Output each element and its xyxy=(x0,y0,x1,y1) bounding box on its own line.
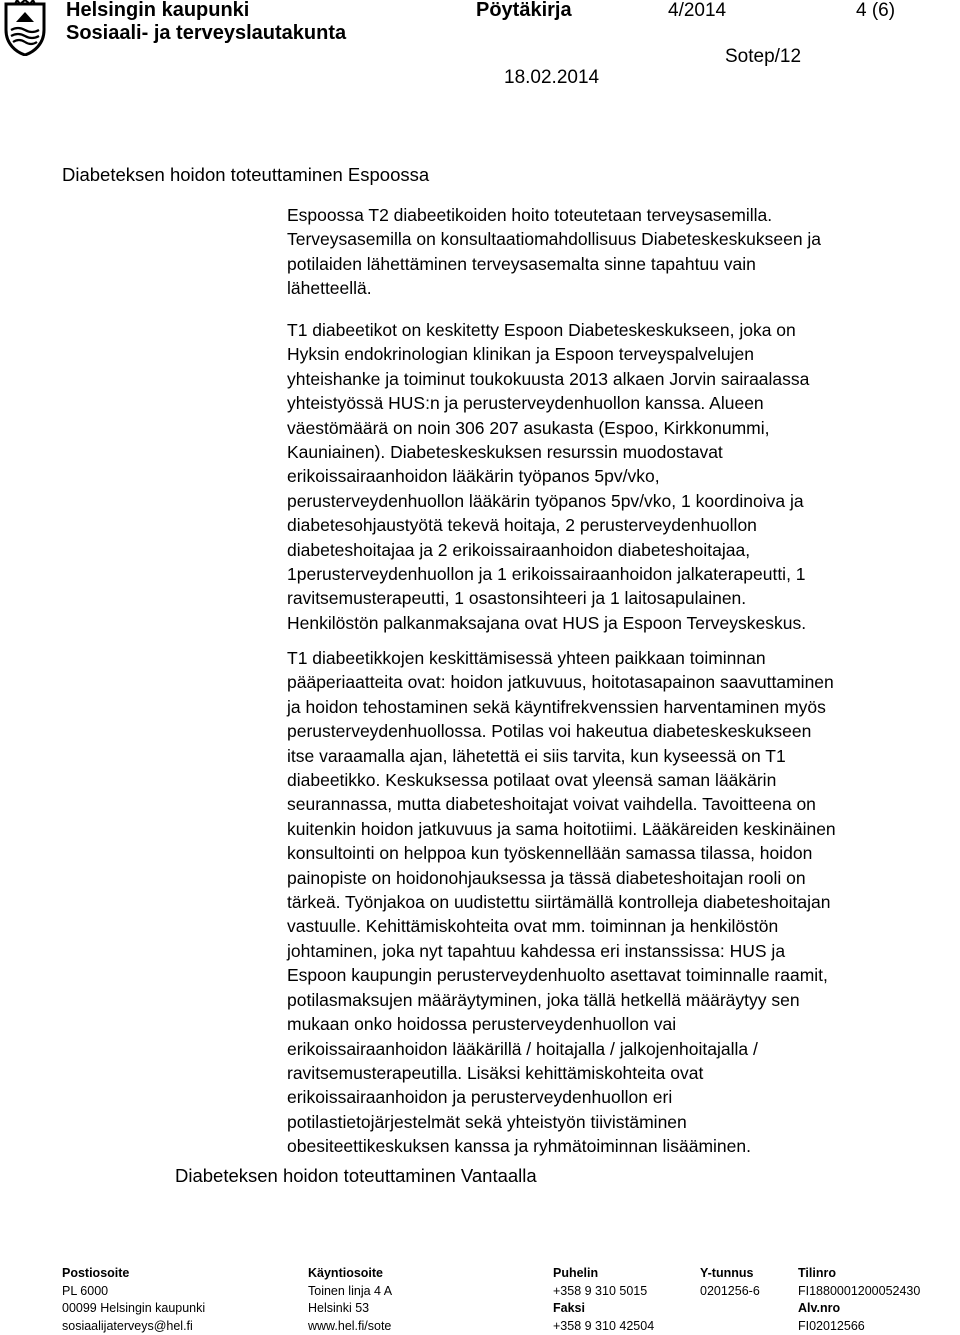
text-line: konsultointi on helppoa kun työskennellään samassa tilassa, hoidon xyxy=(287,841,949,865)
footer-value: +358 9 310 42504 xyxy=(553,1318,654,1335)
text-line: Hyksin endokrinologian klinikan ja Espoon terveyspalvelujen xyxy=(287,342,949,366)
footer-postiosoite xyxy=(62,1265,205,1335)
footer-value: +358 9 310 5015 xyxy=(553,1283,654,1301)
footer-value: 00099 Helsingin kaupunki xyxy=(62,1300,205,1318)
text-line: johtaminen, joka nyt tapahtuu kahdessa eri instanssissa: HUS ja xyxy=(287,939,949,963)
text-line: ravitsemusterapeutilla. Lisäksi kehittämiskohteita ovat xyxy=(287,1061,949,1085)
section-id: Sotep/12 xyxy=(725,46,801,68)
footer-value: Toinen linja 4 A xyxy=(308,1283,392,1301)
text-line: ja hoidon tehostaminen sekä käyntifrekvenssien harventaminen myös xyxy=(287,695,949,719)
footer-label: Postiosoite xyxy=(62,1265,205,1283)
text-line: Espoossa T2 diabeetikoiden hoito toteutetaan terveysasemilla. xyxy=(287,203,949,227)
footer-value: PL 6000 xyxy=(62,1283,205,1301)
text-line: tärkeä. Työnjakoa on uudistettu siirtämällä kontrolleja diabeteshoitajan xyxy=(287,890,949,914)
text-line: Espoon kaupungin perusterveydenhuolto asettavat toiminnalle raamit, xyxy=(287,963,949,987)
text-line: diabeetikko. Keskuksessa potilaat ovat yleensä saman lääkärin xyxy=(287,768,949,792)
org-name: Helsingin kaupunki xyxy=(66,0,249,22)
text-line: erikoissairaanhoidon lääkärillä / hoitajalla / jalkojenhoitajalla / xyxy=(287,1037,949,1061)
text-line: erikoissairaanhoidon lääkärin työpanos 5pv/vko, xyxy=(287,464,949,488)
footer-label: Faksi xyxy=(553,1300,654,1318)
footer-label: Alv.nro xyxy=(798,1300,920,1318)
paragraph-1 xyxy=(287,203,949,301)
footer-label: Puhelin xyxy=(553,1265,654,1283)
footer-label: Käyntiosoite xyxy=(308,1265,392,1283)
text-line: potilastietojärjestelmät sekä yhteistyön tiivistäminen xyxy=(287,1110,949,1134)
footer-puhelin xyxy=(553,1265,654,1335)
heading-espoo: Diabeteksen hoidon toteuttaminen Espoossa xyxy=(62,164,429,186)
footer-value: FI02012566 xyxy=(798,1318,920,1335)
text-line: painopiste on hoidonohjauksessa ja tässä diabeteshoitajan rooli on xyxy=(287,866,949,890)
text-line: T1 diabeetikkojen keskittämisessä yhteen paikkaan toiminnan xyxy=(287,646,949,670)
heading-vantaa: Diabeteksen hoidon toteuttaminen Vantaalla xyxy=(175,1165,537,1187)
text-line: Kauniainen). Diabeteskeskuksen resurssin muodostavat xyxy=(287,440,949,464)
text-line: potilasmaksujen määräytyminen, joka tällä hetkellä määräytyy sen xyxy=(287,988,949,1012)
text-line: Terveysasemilla on konsultaatiomahdollisuus Diabeteskeskukseen ja xyxy=(287,227,949,251)
footer-email-link[interactable]: sosiaalijaterveys@hel.fi xyxy=(62,1318,205,1335)
doc-type: Pöytäkirja xyxy=(476,0,572,22)
text-line: väestömäärä on noin 306 207 asukasta (Espoo, Kirkkonummi, xyxy=(287,416,949,440)
text-line: kuitenkin hoidon jatkuvuus ja sama hoitotiimi. Lääkäreiden keskinäinen xyxy=(287,817,949,841)
footer-tilinro xyxy=(798,1265,920,1335)
text-line: 1perusterveydenhuollon ja 1 erikoissairaanhoidon jalkaterapeutti, 1 xyxy=(287,562,949,586)
text-line: T1 diabeetikot on keskitetty Espoon Diabeteskeskukseen, joka on xyxy=(287,318,949,342)
text-line: ravitsemusterapeutti, 1 osastonsihteeri ja 1 laitosapulainen. xyxy=(287,586,949,610)
text-line: yhteishanke ja toiminut toukokuusta 2013 alkaen Jorvin sairaalassa xyxy=(287,367,949,391)
text-line: Henkilöstön palkanmaksajana ovat HUS ja Espoon Terveyskeskus. xyxy=(287,611,949,635)
footer-kayntiosoite xyxy=(308,1265,392,1335)
footer-value: Helsinki 53 xyxy=(308,1300,392,1318)
paragraph-3 xyxy=(287,646,949,1159)
footer-label: Tilinro xyxy=(798,1265,920,1283)
helsinki-crest-icon xyxy=(2,0,48,56)
text-line: obesiteettikeskuksen kanssa ja ryhmätoiminnan lisääminen. xyxy=(287,1134,949,1158)
text-line: perusterveydenhuollon lääkärin työpanos 5pv/vko, 1 koordinoiva ja xyxy=(287,489,949,513)
text-line: erikoissairaanhoidon ja perusterveydenhuollon eri xyxy=(287,1085,949,1109)
text-line: pääperiaatteita ovat: hoidon jatkuvuus, hoitotasapainon saavuttaminen xyxy=(287,670,949,694)
text-line: seurannassa, mutta diabeteshoitajat voivat vaihdella. Tavoitteena on xyxy=(287,792,949,816)
issue-number: 4/2014 xyxy=(668,0,726,22)
text-line: lähetteellä. xyxy=(287,276,949,300)
paragraph-2 xyxy=(287,318,949,635)
board-name: Sosiaali- ja terveyslautakunta xyxy=(66,22,346,45)
text-line: mukaan onko hoidossa perusterveydenhuollon vai xyxy=(287,1012,949,1036)
footer-website-link[interactable]: www.hel.fi/sote xyxy=(308,1318,392,1335)
text-line: vastuulle. Kehittämiskohteita ovat mm. toiminnan ja henkilöstön xyxy=(287,914,949,938)
footer-value: 0201256-6 xyxy=(700,1283,760,1301)
footer-label: Y-tunnus xyxy=(700,1265,760,1283)
text-line: perusterveydenhuollossa. Potilas voi hakeutua diabeteskeskukseen xyxy=(287,719,949,743)
page-number: 4 (6) xyxy=(856,0,895,22)
text-line: diabetesohjaustyötä tekevä hoitaja, 2 perusterveydenhuollon xyxy=(287,513,949,537)
meeting-date: 18.02.2014 xyxy=(504,67,599,89)
footer-ytunnus xyxy=(700,1265,760,1300)
footer-value: FI1880001200052430 xyxy=(798,1283,920,1301)
text-line: potilaiden lähettäminen terveysasemalta sinne tapahtuu vain xyxy=(287,252,949,276)
text-line: diabeteshoitajaa ja 2 erikoissairaanhoidon diabeteshoitajaa, xyxy=(287,538,949,562)
text-line: yhteistyössä HUS:n ja perusterveydenhuollon kanssa. Alueen xyxy=(287,391,949,415)
text-line: itse varaamalla ajan, lähetettä ei siis tarvita, kun kyseessä on T1 xyxy=(287,744,949,768)
